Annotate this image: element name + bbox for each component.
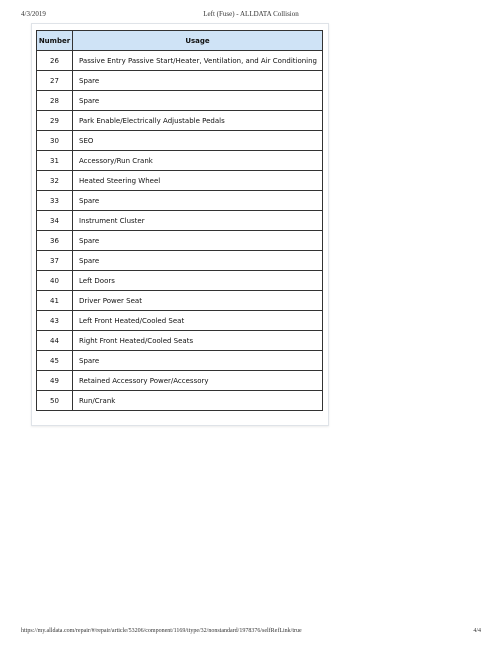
column-header-number: Number (37, 31, 73, 51)
table-row (37, 151, 323, 171)
fuse-number-cell: 32 (37, 171, 73, 191)
table-row (37, 191, 323, 211)
fuse-number-cell: 27 (37, 71, 73, 91)
fuse-usage-cell: Left Doors (73, 271, 323, 291)
fuse-usage-cell: SEO (73, 131, 323, 151)
table-row (37, 291, 323, 311)
fuse-number-cell: 43 (37, 311, 73, 331)
fuse-number-cell: 45 (37, 351, 73, 371)
column-header-usage: Usage (73, 31, 323, 51)
table-row (37, 371, 323, 391)
fuse-number-cell: 40 (37, 271, 73, 291)
print-title: Left (Fuse) - ALLDATA Collision (203, 10, 299, 18)
fuse-usage-cell: Left Front Heated/Cooled Seat (73, 311, 323, 331)
fuse-usage-cell: Retained Accessory Power/Accessory (73, 371, 323, 391)
fuse-number-cell: 41 (37, 291, 73, 311)
table-row (37, 171, 323, 191)
fuse-usage-cell: Spare (73, 191, 323, 211)
fuse-number-cell: 33 (37, 191, 73, 211)
print-url: https://my.alldata.com/repair/#/repair/article/53206/component/1169/itype/32/nonstandard/1978376/selfRefLink/true (21, 628, 302, 634)
fuse-number-cell: 31 (37, 151, 73, 171)
print-footer (21, 628, 481, 640)
fuse-usage-cell: Spare (73, 231, 323, 251)
table-header-row (37, 31, 323, 51)
print-date: 4/3/2019 (21, 10, 46, 18)
page-number: 4/4 (473, 628, 481, 634)
table-body (37, 51, 323, 411)
fuse-usage-cell: Run/Crank (73, 391, 323, 411)
fuse-number-cell: 30 (37, 131, 73, 151)
fuse-usage-cell: Heated Steering Wheel (73, 171, 323, 191)
table-row (37, 211, 323, 231)
table-row (37, 111, 323, 131)
table-row (37, 251, 323, 271)
fuse-number-cell: 49 (37, 371, 73, 391)
table-row (37, 71, 323, 91)
fuse-number-cell: 28 (37, 91, 73, 111)
table-row (37, 131, 323, 151)
fuse-number-cell: 44 (37, 331, 73, 351)
fuse-usage-cell: Accessory/Run Crank (73, 151, 323, 171)
fuse-usage-cell: Spare (73, 251, 323, 271)
fuse-usage-table (36, 30, 323, 411)
table-container (31, 23, 329, 426)
fuse-usage-cell: Passive Entry Passive Start/Heater, Ventilation, and Air Conditioning (73, 51, 323, 71)
fuse-usage-cell: Spare (73, 91, 323, 111)
fuse-usage-cell: Driver Power Seat (73, 291, 323, 311)
table-row (37, 271, 323, 291)
table-row (37, 391, 323, 411)
fuse-number-cell: 34 (37, 211, 73, 231)
fuse-usage-cell: Right Front Heated/Cooled Seats (73, 331, 323, 351)
table-row (37, 331, 323, 351)
fuse-number-cell: 29 (37, 111, 73, 131)
fuse-usage-cell: Instrument Cluster (73, 211, 323, 231)
fuse-number-cell: 37 (37, 251, 73, 271)
fuse-number-cell: 36 (37, 231, 73, 251)
table-row (37, 51, 323, 71)
table-row (37, 351, 323, 371)
fuse-usage-cell: Park Enable/Electrically Adjustable Pedals (73, 111, 323, 131)
fuse-number-cell: 26 (37, 51, 73, 71)
table-row (37, 231, 323, 251)
print-header (21, 10, 481, 22)
fuse-number-cell: 50 (37, 391, 73, 411)
table-row (37, 91, 323, 111)
fuse-usage-cell: Spare (73, 351, 323, 371)
table-row (37, 311, 323, 331)
fuse-usage-cell: Spare (73, 71, 323, 91)
